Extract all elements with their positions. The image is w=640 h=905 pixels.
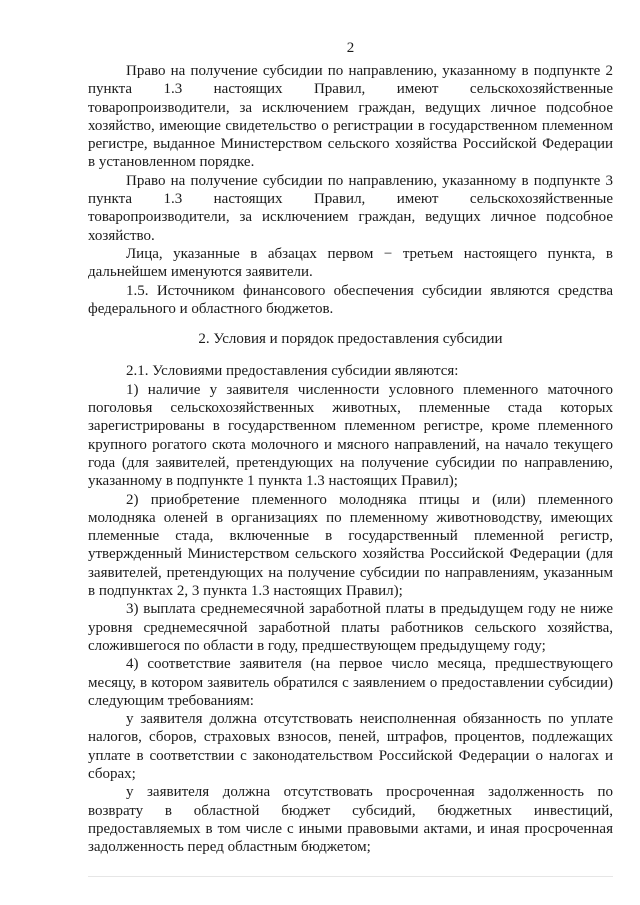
- page-number: 2: [346, 40, 355, 56]
- paragraph-funding-source: 1.5. Источником финансового обеспечения субсидии являются средства федерального и областного бюджетов.: [88, 282, 613, 317]
- paragraph-requirement-taxes: у заявителя должна отсутствовать неисполненная обязанность по уплате налогов, сборов, страховых взносов, пеней, штрафов, процентов, подлежащих уплате в соответствии с законодательством Российской Федерации о налогах и сборах;: [88, 711, 613, 782]
- section-heading: 2. Условия и порядок предоставления субсидии: [198, 331, 503, 348]
- paragraph-conditions-intro: 2.1. Условиями предоставления субсидии являются:: [126, 363, 459, 380]
- paragraph-subsidy-right-3: Право на получение субсидии по направлению, указанному в подпункте 3 пункта 1.3 настоящих Правил, имеют сельскохозяйственные товаропроизводители, за исключением граждан, ведущих личное подсобное хозяйство.: [88, 172, 613, 244]
- paragraph-subsidy-right-2: Право на получение субсидии по направлению, указанному в подпункте 2 пункта 1.3 настоящих Правил, имеют сельскохозяйственные товаропроизводители, за исключением граждан, ведущих личное подсобное хозяйство, имеющие свидетельство о регистрации в государственном племенном регистре, выданное Министерством сельского хозяйства Российской Федерации в установленном порядке.: [88, 63, 613, 171]
- document-page: [88, 38, 613, 856]
- paragraph-condition-4: 4) соответствие заявителя (на первое число месяца, предшествующего месяцу, в котором заявитель обратился с заявлением о предоставлении субсидии) следующим требованиям:: [88, 656, 613, 709]
- paragraph-requirement-debts: у заявителя должна отсутствовать просроченная задолженность по возврату в областной бюджет субсидий, бюджетных инвестиций, предоставляемых в том числе с иными правовыми актами, и иная просроченная задолженность перед областным бюджетом;: [88, 784, 613, 856]
- scan-edge-divider: [88, 876, 613, 877]
- paragraph-condition-3: 3) выплата среднемесячной заработной платы в предыдущем году не ниже уровня среднемесячной заработной платы работников сельского хозяйства, сложившегося по области в году, предшествующем предыдущему году;: [88, 601, 613, 654]
- paragraph-condition-1: 1) наличие у заявителя численности условного племенного маточного поголовья сельскохозяйственных животных, племенные стада которых зарегистрированы в государственном племенном регистре, кроме племенного крупного рогатого скота молочного и мясного направлений, на начало текущего года (для заявителей, претендующих на получение субсидии по направлению, указанному в подпункте 1 пункта 1.3 настоящих Правил);: [88, 381, 613, 490]
- paragraph-applicants-definition: Лица, указанные в абзацах первом − третьем настоящего пункта, в дальнейшем именуются заявители.: [88, 245, 613, 281]
- paragraph-condition-2: 2) приобретение племенного молодняка птицы и (или) племенного молодняка оленей в организациях по племенному животноводству, имеющих племенные стада, включенные в государственный племенной регистр, утвержденный Министерством сельского хозяйства Российской Федерации (для заявителей, претендующих на получение субсидии по направлениям, указанным в подпунктах 2, 3 пункта 1.3 настоящих Правил);: [88, 491, 613, 600]
